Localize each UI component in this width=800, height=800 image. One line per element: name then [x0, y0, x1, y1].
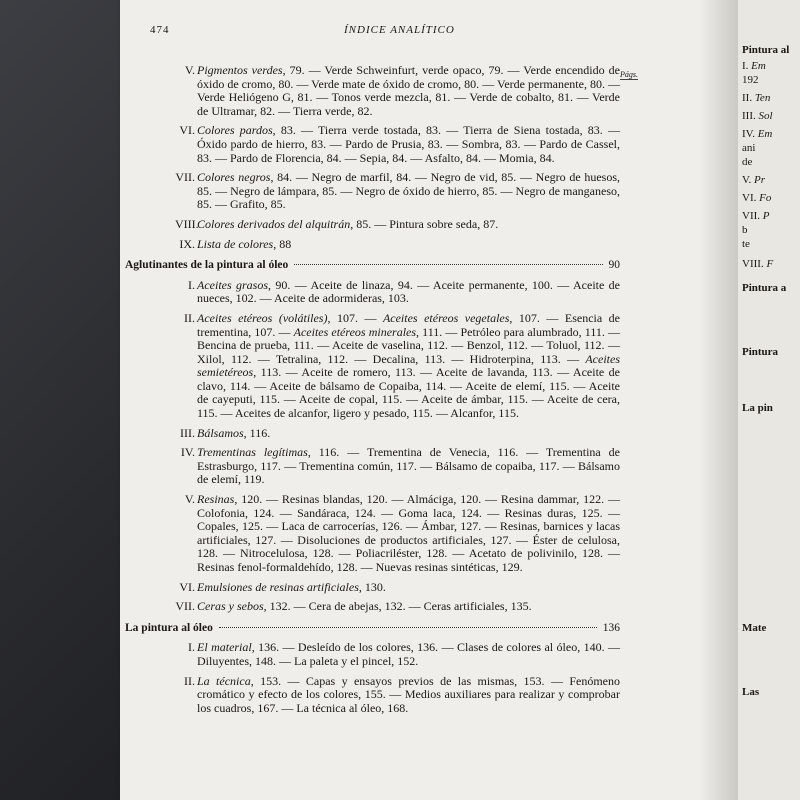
section-title: Aglutinantes de la pintura al óleo [125, 259, 289, 272]
right-page-line: Mate [742, 622, 767, 634]
index-entry [175, 312, 620, 421]
index-content [125, 63, 621, 721]
right-page-line: III. Sol [742, 110, 773, 122]
entry-text: Emulsiones de resinas artificiales, 130. [197, 579, 386, 594]
pags-label: Págs. [620, 70, 638, 79]
index-entry [175, 600, 620, 614]
entry-numeral: I. [188, 640, 195, 655]
entry-text: Ceras y sebos, 132. — Cera de abejas, 132. — Ceras artificiales, 135. [197, 599, 532, 614]
entry-numeral: V. [184, 63, 195, 77]
right-page-line: V. Pr [742, 174, 766, 186]
right-page-line: VI. Fo [742, 192, 772, 204]
right-page-line: VIII. F [742, 258, 774, 270]
entry-numeral: VIII. [175, 216, 199, 231]
index-entry [175, 279, 620, 306]
right-page-line: IV. Em [742, 128, 773, 140]
index-entry [175, 124, 620, 165]
index-entry [175, 446, 620, 487]
index-entry [175, 675, 620, 716]
right-page-line: Pintura al [742, 44, 790, 56]
right-page-line: Las [742, 686, 760, 698]
entry-numeral: II. [184, 310, 195, 325]
right-page-line: VII. P [742, 210, 770, 222]
right-page [738, 0, 800, 800]
right-page-line: II. Ten [742, 92, 771, 104]
index-entry [175, 64, 620, 118]
section-page-number: 136 [602, 621, 620, 634]
entry-text: Aceites grasos, 90. — Aceite de linaza, 94. — Aceite permanente, 100. — Aceite de nueces, 102. — Aceite de adormideras, 103. [197, 277, 621, 306]
entry-numeral: V. [184, 492, 195, 507]
index-entry [175, 171, 620, 212]
entry-text: Colores pardos, 83. — Tierra verde tostada, 83. — Tierra de Siena tostada, 83. — Óxido pardo de hierro, 83. — Pardo de Prusia, 83. — Sombra, 83. — Pardo de Cassel, 83. — Pardo de Florencia, 84. — Sepia, 84. — Asfalto, 84. — Momia, 84. [197, 123, 620, 165]
entry-text: Pigmentos verdes, 79. — Verde Schweinfurt, verde opaco, 79. — Verde encendido de óxido de cromo, 80. — Verde mate de óxido de cromo, 80. — Verde permanente, 80. — Verde Heliógeno G, 81. — Tonos verde mezcla, 81. — Verde de cobalto, 81. — Verde de Ultramar, 82. — Tierra verde, 82. [197, 63, 620, 118]
entry-text: Bálsamos, 116. [197, 425, 271, 440]
right-page-line: La pin [742, 402, 773, 414]
section-heading [125, 259, 620, 273]
right-page-line: te [742, 238, 750, 250]
right-page-line: I. Em [742, 60, 766, 72]
entry-numeral: IX. [179, 236, 195, 251]
right-page-line: Pintura [742, 346, 779, 358]
index-entry [175, 641, 620, 668]
section-title: La pintura al óleo [125, 621, 213, 634]
running-title: ÍNDICE ANALÍTICO [344, 24, 455, 36]
right-page-line: 192 [742, 74, 759, 86]
entry-numeral: I. [188, 277, 195, 292]
section-heading [125, 622, 620, 636]
entry-numeral: II. [184, 673, 195, 688]
section-page-number: 90 [608, 259, 620, 272]
index-entry [175, 218, 620, 232]
entry-text: Aceites etéreos (volátiles), 107. — Aceites etéreos vegetales, 107. — Esencia de trementina, 107. — Aceites etéreos minerales, 111. — Petróleo para alumbrado, 111. — Bencina de prueba, 111. — Aceite de vaselina, 112. — Benzol, 112. — Toluol, 112. — Xilol, 112. — Tetralina, 112. — Decalina, 113. — Hidroterpina, 113. — Aceites semietéreos, 113. — Aceite de romero, 113. — Aceite de lavanda, 113. — Aceite de clavo, 114. — Aceite de bálsamo de Copaiba, 114. — Aceite de elemí, 115. — Aceite de cayeputi, 115. — Aceite de copal, 115. — Aceite de ámbar, 115. — Aceite de cera, 115. — Aceites de alcanfor, ligero y pesado, 115. — Alcanfor, 115. [197, 310, 621, 421]
index-entry [175, 581, 620, 595]
index-entry [175, 427, 620, 441]
right-page-line: b [742, 224, 748, 236]
index-entry [175, 493, 620, 575]
right-page-line: ani [742, 142, 756, 154]
entry-numeral: VII. [175, 599, 195, 614]
entry-numeral: VI. [179, 579, 195, 594]
entry-text: Resinas, 120. — Resinas blandas, 120. — Almáciga, 120. — Resina dammar, 122. — Colofonia, 124. — Sandáraca, 124. — Goma laca, 124. — Resinas duras, 125. — Copales, 125. — Laca de carrocerías, 126. — Ámbar, 127. — Resinas, barnices y lacas artificiales, 127. — Disoluciones de productos artificiales, 127. — Éster de celulosa, 128. — Nitrocelulosa, 128. — Poliacriléster, 128. — Acetato de polivinilo, 128. — Resinas fenol-formaldehído, 128. — Nuevas resinas sintéticas, 129. [197, 492, 620, 574]
right-page-line: de [742, 156, 753, 168]
dot-leader [294, 264, 602, 265]
index-entry [175, 238, 620, 252]
entry-text: Colores derivados del alquitrán, 85. — Pintura sobre seda, 87. [197, 216, 499, 231]
entry-numeral: III. [180, 425, 195, 440]
entry-numeral: VI. [179, 123, 195, 138]
entry-text: Colores negros, 84. — Negro de marfil, 84. — Negro de vid, 85. — Negro de huesos, 85. — Negro de lámpara, 85. — Negro de óxido de hierro, 85. — Negro de manganeso, 85. — Grafito, 85. [197, 170, 621, 212]
dot-leader [219, 627, 597, 628]
book-gutter [700, 0, 740, 800]
right-page-line: Pintura a [742, 282, 787, 294]
entry-text: Lista de colores, 88 [197, 236, 292, 251]
page-number: 474 [150, 24, 170, 36]
entry-text: La técnica, 153. — Capas y ensayos previos de las mismas, 153. — Fenómeno cromático y efecto de los colores, 155. — Medios auxiliares para realizar y comprobar los cuadros, 167. — La técnica al óleo, 168. [197, 673, 620, 715]
entry-numeral: IV. [180, 445, 195, 460]
entry-text: Trementinas legítimas, 116. — Trementina de Venecia, 116. — Trementina de Estrasburgo, 117. — Trementina común, 117. — Bálsamo de copaiba, 117. — Bálsamo de elemí, 119. [197, 445, 621, 487]
entry-text: El material, 136. — Desleído de los colores, 136. — Clases de colores al óleo, 140. — Diluyentes, 148. — La paleta y el pincel, 152. [197, 640, 620, 668]
entry-numeral: VII. [175, 170, 195, 185]
